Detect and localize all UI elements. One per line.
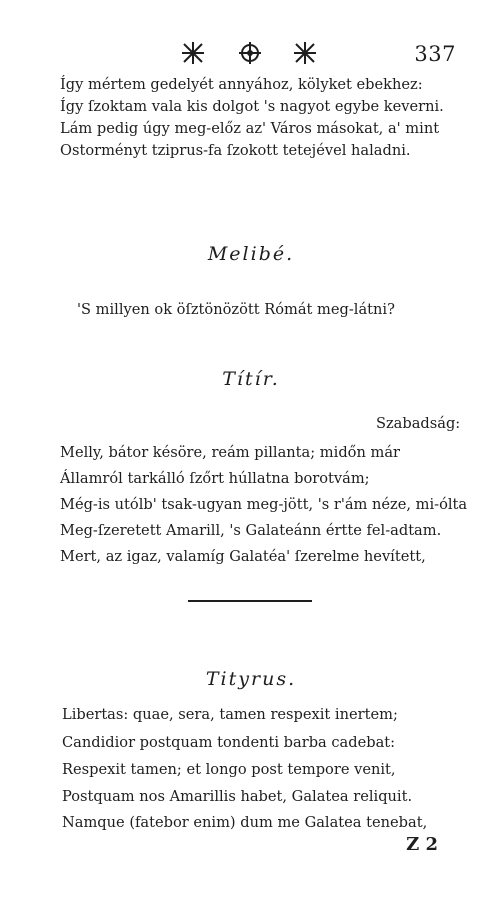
verse-line: Lám pedig úgy meg-előz az' Város másokat, a' mint (60, 120, 440, 137)
page-header (0, 40, 502, 68)
verse-line: Államról tarkálló ſzőrt húllatna borotvám; (60, 470, 370, 487)
signature-mark: Z 2 (406, 834, 438, 855)
speaker-heading: Melibé. (207, 243, 295, 265)
verse-line: Meg-ſzeretett Amarill, 's Galateánn értte fel-adtam. (60, 522, 442, 539)
verse-line: 'S millyen ok öſztönözött Rómát meg-látni? (77, 301, 395, 318)
verse-line: Mert, az igaz, valamíg Galatéa' ſzerelme hevített, (60, 548, 426, 565)
verse-line: Namque (fatebor enim) dum me Galatea tenebat, (62, 814, 428, 831)
verse-line: Respexit tamen; et longo post tempore venit, (62, 761, 396, 778)
speaker-heading: Tityrus. (205, 668, 297, 690)
verse-line: Még-is utólb' tsak-ugyan meg-jött, 's r'ám néze, mi-ólta (60, 496, 468, 513)
fleuron-ornament-icon (180, 40, 320, 66)
verse-line: Szabadság: (376, 415, 461, 432)
verse-line: Candidior postquam tondenti barba cadebat: (62, 734, 396, 751)
verse-line: Így mértem gedelyét annyához, kölyket ebekhez: (60, 76, 423, 93)
section-divider (188, 600, 312, 602)
verse-line: Libertas: quae, sera, tamen respexit inertem; (62, 706, 398, 723)
verse-line: Melly, bátor késöre, reám pillanta; midőn már (60, 444, 400, 461)
verse-line: Így ſzoktam vala kis dolgot 's nagyot egybe keverni. (60, 98, 444, 115)
verse-line: Ostorményt tziprus-fa ſzokott tetejével haladni. (60, 142, 411, 159)
speaker-heading: Títír. (222, 368, 280, 390)
page-number: 337 (414, 42, 456, 66)
verse-line: Postquam nos Amarillis habet, Galatea reliquit. (62, 788, 413, 805)
